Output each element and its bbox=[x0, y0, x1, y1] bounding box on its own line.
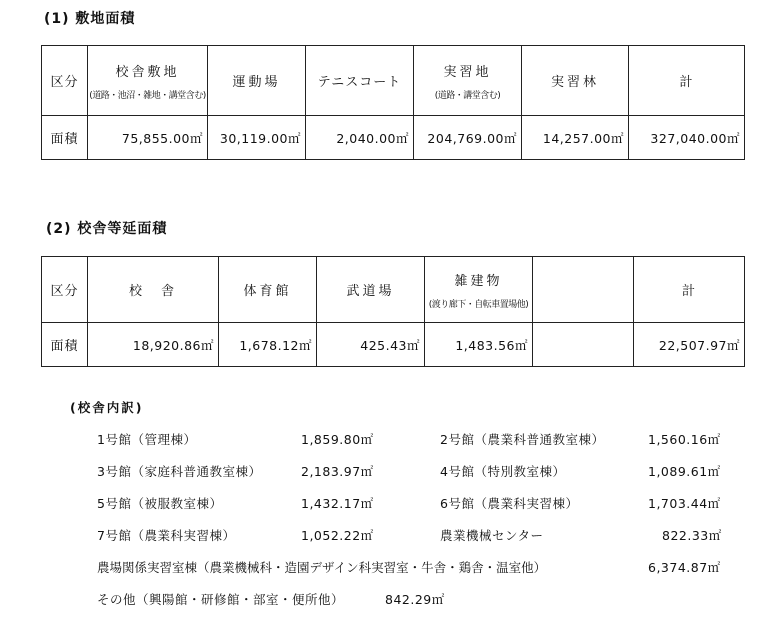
breakdown-other-value: 842.29㎡ bbox=[385, 592, 445, 607]
s2-value-budojo: 425.43㎡ bbox=[317, 323, 425, 367]
s1-header-practice-forest: 実習林 bbox=[522, 46, 629, 116]
breakdown-item-value: 1,052.22㎡ bbox=[301, 528, 374, 543]
s2-header-budojo: 武道場 bbox=[317, 257, 425, 323]
breakdown-item-value: 1,089.61㎡ bbox=[648, 464, 721, 479]
breakdown-title: (校舎内訳) bbox=[70, 400, 144, 415]
breakdown-item-name: 農業機械センター bbox=[440, 528, 544, 543]
breakdown-item-value: 1,560.16㎡ bbox=[648, 432, 721, 447]
breakdown-item-value: 1,859.80㎡ bbox=[301, 432, 374, 447]
s2-header-total: 計 bbox=[634, 257, 745, 323]
breakdown-item-value: 1,432.17㎡ bbox=[301, 496, 374, 511]
s1-value-total: 327,040.00㎡ bbox=[629, 116, 745, 160]
breakdown-item-name: 6号館（農業科実習棟） bbox=[440, 496, 579, 511]
breakdown-item-value: 2,183.97㎡ bbox=[301, 464, 374, 479]
s1-value-practice-field: 204,769.00㎡ bbox=[414, 116, 522, 160]
s1-value-tennis-court: 2,040.00㎡ bbox=[306, 116, 414, 160]
floor-area-table bbox=[41, 256, 745, 367]
s2-header-kubun: 区分 bbox=[42, 257, 88, 323]
breakdown-item-name: 4号館（特別教室棟） bbox=[440, 464, 566, 479]
breakdown-item-value: 1,703.44㎡ bbox=[648, 496, 721, 511]
s2-header-misc-building: 雑建物 (渡り廊下・自転車置場他) bbox=[425, 257, 533, 323]
s2-value-school-building: 18,920.86㎡ bbox=[88, 323, 219, 367]
s2-value-gymnasium: 1,678.12㎡ bbox=[219, 323, 317, 367]
breakdown-other-name: その他（興陽館・研修館・部室・便所他） bbox=[97, 592, 345, 607]
site-area-table bbox=[41, 45, 745, 160]
s2-value-blank bbox=[533, 323, 634, 367]
s1-header-kubun: 区分 bbox=[42, 46, 88, 116]
breakdown-farm-value: 6,374.87㎡ bbox=[648, 560, 721, 575]
breakdown-item-name: 1号館（管理棟） bbox=[97, 432, 197, 447]
breakdown-item-name: 7号館（農業科実習棟） bbox=[97, 528, 236, 543]
section1-title: (1) 敷地面積 bbox=[44, 11, 136, 27]
s2-value-total: 22,507.97㎡ bbox=[634, 323, 745, 367]
s1-row-label: 面積 bbox=[42, 116, 88, 160]
breakdown-item-value: 822.33㎡ bbox=[662, 528, 722, 543]
section2-title: (2) 校舎等延面積 bbox=[46, 221, 168, 237]
s1-value-playground: 30,119.00㎡ bbox=[208, 116, 306, 160]
s1-header-total: 計 bbox=[629, 46, 745, 116]
s1-header-school-site: 校舎敷地 (道路・池沼・雑地・講堂含む) bbox=[88, 46, 208, 116]
breakdown-farm-name: 農場関係実習室棟（農業機械科・造園デザイン科実習室・牛舎・鶏舎・温室他） bbox=[97, 560, 547, 575]
s2-row-label: 面積 bbox=[42, 323, 88, 367]
s1-value-practice-forest: 14,257.00㎡ bbox=[522, 116, 629, 160]
breakdown-item-name: 5号館（被服教室棟） bbox=[97, 496, 223, 511]
s2-header-gymnasium: 体育館 bbox=[219, 257, 317, 323]
s1-header-practice-field: 実習地 (道路・講堂含む) bbox=[414, 46, 522, 116]
s1-header-playground: 運動場 bbox=[208, 46, 306, 116]
s1-header-tennis-court: テニスコート bbox=[306, 46, 414, 116]
breakdown-item-name: 3号館（家庭科普通教室棟） bbox=[97, 464, 262, 479]
s2-header-blank bbox=[533, 257, 634, 323]
breakdown-item-name: 2号館（農業科普通教室棟） bbox=[440, 432, 605, 447]
s1-value-school-site: 75,855.00㎡ bbox=[88, 116, 208, 160]
s2-header-school-building: 校 舎 bbox=[88, 257, 219, 323]
s2-value-misc-building: 1,483.56㎡ bbox=[425, 323, 533, 367]
